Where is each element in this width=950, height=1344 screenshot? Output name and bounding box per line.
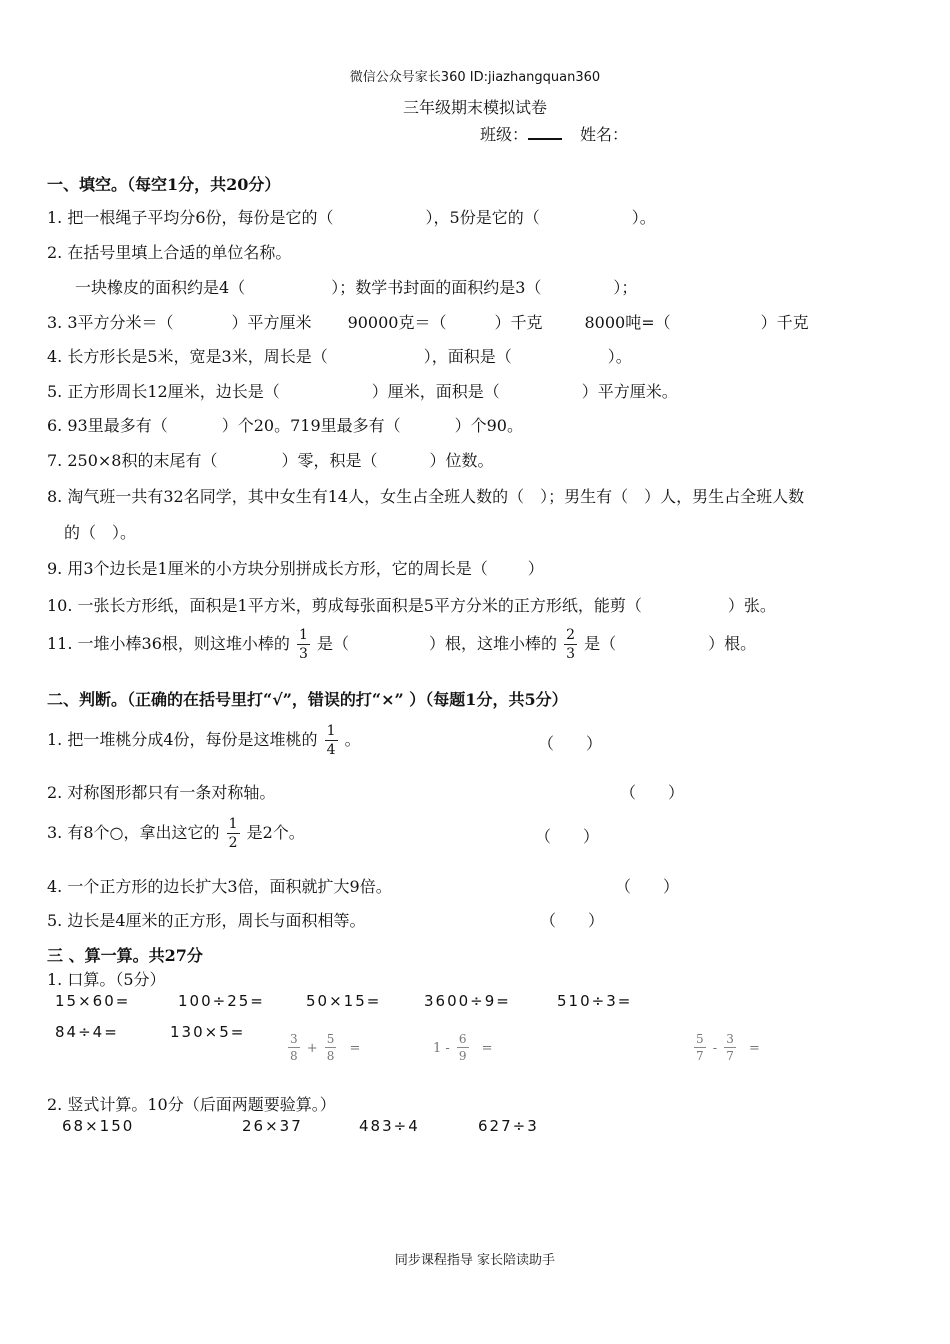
oral-item: 510÷3= [557,992,633,1010]
vertical-calc-heading: 2. 竖式计算。10分（后面两题要验算。） [47,1095,336,1114]
judge-3-answer[interactable]: （ ） [535,827,600,846]
judge-5: 5. 边长是4厘米的正方形，周长与面积相等。 [47,911,366,930]
question-3: 3. 3平方分米＝（ ）平方厘米 90000克＝（ ）千克 8000吨=（ ）千克 [47,313,809,332]
page-title: 三年级期末模拟试卷 [402,98,547,117]
oral-item: 130×5= [170,1023,246,1041]
question-2: 2. 在括号里填上合适的单位名称。 [47,243,292,262]
question-10: 10. 一张长方形纸，面积是1平方米，剪成每张面积是5平方分米的正方形纸，能剪（ ）张。 [47,596,776,615]
question-6: 6. 93里最多有（ ）个20。719里最多有（ ）个90。 [47,416,523,435]
question-9: 9. 用3个边长是1厘米的小方块分别拼成长方形，它的周长是（ ） [47,559,544,578]
fraction-two-thirds: $\frac{2}{3}$ [566,627,576,662]
question-2-detail: 一块橡皮的面积约是4（ ）；数学书封面的面积约是3（ ）； [75,278,638,297]
fraction-one-quarter: $\frac{1}{4}$ [326,723,336,758]
vertical-item: 26×37 [242,1117,303,1135]
watermark-header: 微信公众号家长360 ID:jiazhangquan360 [349,70,601,85]
oral-heading: 1. 口算。（5分） [47,970,166,989]
judge-2-answer[interactable]: （ ） [620,783,685,802]
section3-heading: 三 、算一算。共27分 [47,946,203,965]
question-7: 7. 250×8积的末尾有（ ）零，积是（ ）位数。 [47,451,494,470]
question-8: 8. 淘气班一共有32名同学，其中女生有14人，女生占全班人数的（ ）；男生有（ ）人，男生占全班人数 [47,487,805,506]
oral-item: 50×15= [306,992,382,1010]
fraction-diff-1-6-9: 1 - $\frac{6}{9}$ = [433,1032,493,1063]
judge-3: 3. 有8个○，拿出这它的 $\frac{1}{2}$ 是2个。 [47,816,305,851]
question-5: 5. 正方形周长12厘米，边长是（ ）厘米，面积是（ ）平方厘米。 [47,382,678,401]
fraction-sum-3-8-5-8: $\frac{3}{8}$ + $\frac{5}{8}$ = [290,1032,361,1063]
vertical-item: 483÷4 [359,1117,420,1135]
class-blank[interactable] [528,123,562,140]
judge-5-answer[interactable]: （ ） [540,911,605,930]
footer-text: 同步课程指导 家长陪读助手 [394,1253,556,1268]
oral-item: 15×60= [55,992,131,1010]
judge-1: 1. 把一堆桃分成4份，每份是这堆桃的 $\frac{1}{4}$ 。 [47,723,361,758]
oral-item: 3600÷9= [424,992,511,1010]
name-label: 姓名： [580,125,629,144]
question-4: 4. 长方形长是5米，宽是3米，周长是（ ），面积是（ ）。 [47,347,632,366]
vertical-item: 68×150 [62,1117,135,1135]
oral-item: 84÷4= [55,1023,119,1041]
fraction-one-third: $\frac{1}{3}$ [299,627,308,662]
fraction-diff-5-7-3-7: $\frac{5}{7}$ - $\frac{3}{7}$ = [696,1032,760,1063]
fraction-one-half: $\frac{1}{2}$ [228,816,238,851]
section2-heading: 二、判断。（正确的在括号里打“√”，错误的打“×” ）（每题1分，共5分） [47,690,568,709]
section1-heading: 一、填空。（每空1分，共20分） [47,175,281,194]
judge-2: 2. 对称图形都只有一条对称轴。 [47,783,276,802]
class-label: 班级： [480,125,529,144]
student-info [480,122,628,145]
question-1: 1. 把一根绳子平均分6份，每份是它的（ ），5份是它的（ ）。 [47,208,656,227]
judge-1-answer[interactable]: （ ） [538,734,603,753]
question-8-continued: 的（ ）。 [64,523,137,542]
question-11: 11. 一堆小棒36根，则这堆小棒的 $\frac{1}{3}$ 是（ ）根，这堆小棒的 $\frac{2}{3}$ 是（ ）根。 [47,627,757,662]
judge-4: 4. 一个正方形的边长扩大3倍，面积就扩大9倍。 [47,877,392,896]
judge-4-answer[interactable]: （ ） [615,877,680,896]
oral-item: 100÷25= [178,992,265,1010]
vertical-item: 627÷3 [478,1117,539,1135]
